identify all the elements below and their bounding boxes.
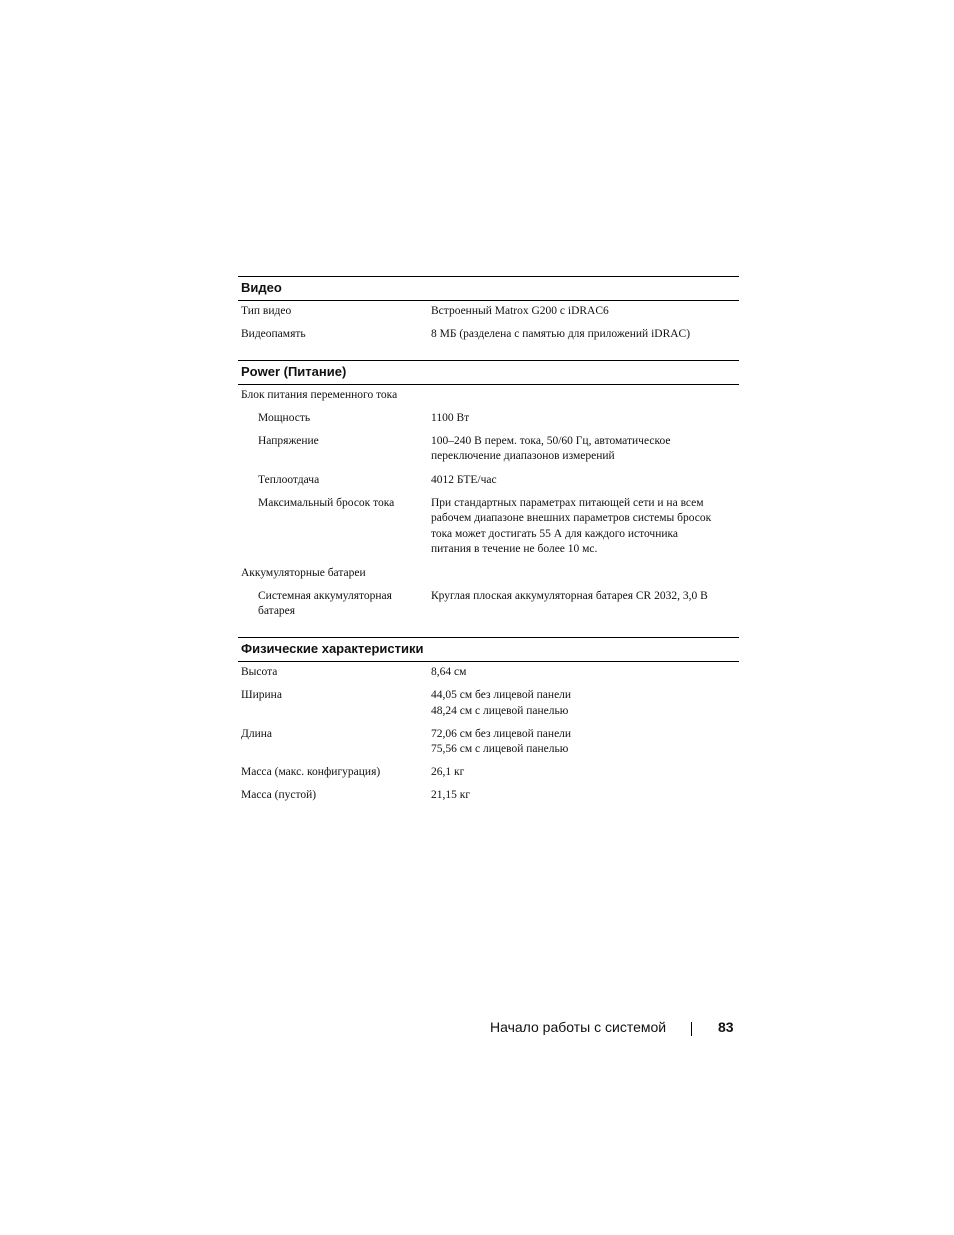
spec-value: 8 МБ (разделена с памятью для приложений iDRAC) [431, 328, 691, 341]
spec-label: Блок питания переменного тока [241, 388, 398, 401]
spec-label: Максимальный бросок тока [258, 496, 395, 509]
spec-row [238, 327, 739, 343]
spec-value: 21,15 кг [431, 789, 471, 802]
spec-value: При стандартных параметрах питающей сети и на всем рабочем диапазоне внешних параметров системы бросок тока может достигать 55 А для каждого источника питания в течение не более 10 мс. [431, 496, 712, 556]
spec-value [431, 388, 736, 404]
spec-row [238, 434, 739, 465]
spec-value: Встроенный Matrox G200 с iDRAC6 [431, 305, 609, 317]
spec-row [238, 411, 739, 427]
spec-row [238, 388, 739, 404]
footer-divider [691, 1022, 692, 1036]
spec-label: Масса (пустой) [241, 789, 317, 802]
section-power [238, 360, 739, 620]
spec-value: 26,1 кг [431, 766, 465, 779]
spec-value: 44,05 см без лицевой панели 48,24 см с лицевой панелью [431, 688, 572, 717]
spec-value: Круглая плоская аккумуляторная батарея CR 2032, 3,0 В [431, 589, 708, 602]
spec-value: 8,64 см [431, 665, 467, 678]
spec-label: Видеопамять [241, 328, 306, 341]
spec-value: 1100 Вт [431, 411, 470, 424]
spec-row [238, 765, 739, 781]
spec-label: Масса (макс. конфигурация) [241, 766, 381, 779]
spec-row [238, 496, 739, 558]
spec-value: 72,06 см без лицевой панели 75,56 см с лицевой панелью [431, 727, 572, 756]
spec-row [238, 788, 739, 804]
spec-value [431, 566, 736, 582]
spec-value: 100–240 В перем. тока, 50/60 Гц, автоматическое переключение диапазонов измерений [431, 434, 671, 463]
section-rows [238, 385, 739, 620]
section-rows [238, 662, 739, 804]
section-title: Физические характеристики [238, 637, 739, 662]
section-rows [238, 301, 739, 343]
section-title: Power (Питание) [238, 360, 739, 385]
spec-row [238, 665, 739, 681]
footer-title: Начало работы с системой [490, 1019, 667, 1035]
spec-label: Ширина [241, 688, 282, 701]
section-video [238, 276, 739, 343]
spec-row [238, 304, 739, 320]
spec-row [238, 688, 739, 719]
spec-label: Теплоотдача [258, 473, 320, 486]
spec-table [238, 276, 739, 811]
spec-row [238, 727, 739, 758]
spec-label: Длина [241, 727, 272, 740]
spec-label: Мощность [258, 411, 311, 424]
section-physical [238, 637, 739, 804]
spec-value: 4012 БТЕ/час [431, 473, 497, 486]
spec-label: Напряжение [258, 434, 319, 447]
spec-label: Высота [241, 665, 278, 678]
spec-row [238, 566, 739, 582]
spec-label: Тип видео [241, 305, 292, 317]
page-number: 83 [718, 1019, 734, 1035]
section-title: Видео [238, 276, 739, 301]
spec-label: Системная аккумуляторная батарея [258, 589, 392, 618]
spec-row [238, 473, 739, 489]
spec-row [238, 589, 739, 620]
spec-label: Аккумуляторные батареи [241, 566, 366, 579]
